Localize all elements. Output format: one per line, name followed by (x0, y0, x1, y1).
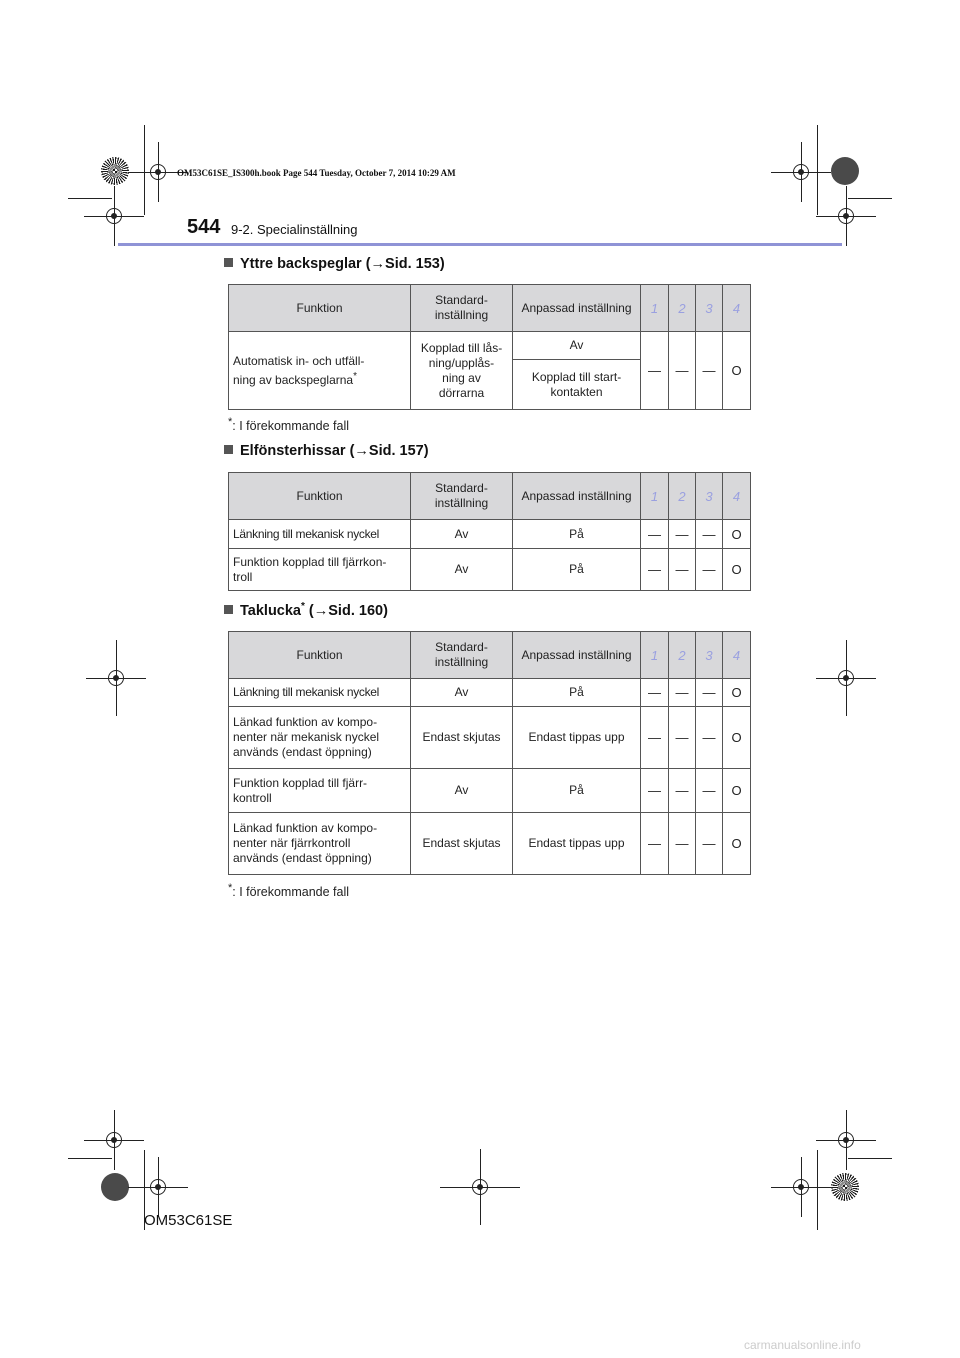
cell-mark-3: — (696, 520, 723, 549)
page-number: 544 (187, 216, 221, 238)
col-num-3: 3 (696, 632, 723, 679)
cell-standard: Kopplad till lås- ning/upplås- ning av dörrarna (411, 332, 513, 410)
cell-funktion: Länkning till mekanisk nyckel (229, 679, 411, 707)
cell-anpassad-option-2: Kopplad till start- kontakten (513, 360, 641, 410)
cell-mark-2: — (669, 549, 696, 591)
footnote-mirrors: *: I förekommande fall (228, 416, 349, 434)
cell-mark-4: O (723, 520, 751, 549)
section-heading-sunroof: Taklucka* (→Sid. 160) (224, 601, 388, 619)
cell-anpassad: På (513, 679, 641, 707)
cell-mark-3: — (696, 769, 723, 813)
cell-funktion: Länkning till mekanisk nyckel (229, 520, 411, 549)
cell-mark-4: O (723, 707, 751, 769)
cell-mark-2: — (669, 520, 696, 549)
watermark: carmanualsonline.info (744, 1338, 861, 1352)
cell-mark-2: — (669, 332, 696, 410)
cell-mark-4: O (723, 769, 751, 813)
bullet-square-icon (224, 605, 233, 614)
table-windows (228, 472, 751, 591)
table-header-row (229, 632, 751, 679)
cell-anpassad-option-1: Av (513, 332, 641, 360)
table-sunroof (228, 631, 751, 875)
col-num-4: 4 (723, 285, 751, 332)
cell-mark-1: — (641, 707, 669, 769)
cell-mark-4: O (723, 679, 751, 707)
footnote-sunroof: *: I förekommande fall (228, 882, 349, 900)
cell-mark-3: — (696, 813, 723, 875)
table-row (229, 679, 751, 707)
table-row (229, 769, 751, 813)
section-heading-mirrors: Yttre backspeglar (→Sid. 153) (224, 256, 445, 272)
cell-mark-3: — (696, 679, 723, 707)
table-row (229, 549, 751, 591)
section-title: 9-2. Specialinställning (231, 222, 358, 237)
col-funktion: Funktion (229, 285, 411, 332)
col-num-1: 1 (641, 632, 669, 679)
cell-standard: Endast skjutas (411, 707, 513, 769)
bullet-square-icon (224, 445, 233, 454)
col-num-1: 1 (641, 285, 669, 332)
cell-anpassad: Endast tippas upp (513, 813, 641, 875)
cell-funktion: Automatisk in- och utfäll- ning av backspeglarna* (229, 332, 411, 410)
cell-standard: Av (411, 679, 513, 707)
cell-mark-1: — (641, 549, 669, 591)
col-num-1: 1 (641, 473, 669, 520)
col-num-2: 2 (669, 285, 696, 332)
cell-standard: Av (411, 520, 513, 549)
cell-anpassad: Endast tippas upp (513, 707, 641, 769)
col-standard: Standard- inställning (411, 285, 513, 332)
cell-anpassad: På (513, 549, 641, 591)
cell-mark-2: — (669, 707, 696, 769)
header-rule (118, 243, 842, 246)
cell-mark-3: — (696, 549, 723, 591)
cell-funktion: Länkad funktion av kompo- nenter när mekanisk nyckel används (endast öppning) (229, 707, 411, 769)
model-code: OM53C61SE (144, 1212, 233, 1229)
col-num-2: 2 (669, 473, 696, 520)
cell-funktion: Funktion kopplad till fjärrkon- troll (229, 549, 411, 591)
table-row (229, 707, 751, 769)
col-anpassad: Anpassad inställning (513, 632, 641, 679)
cell-anpassad: På (513, 520, 641, 549)
col-funktion: Funktion (229, 632, 411, 679)
cell-mark-3: — (696, 332, 723, 410)
cell-funktion: Länkad funktion av kompo- nenter när fjärrkontroll används (endast öppning) (229, 813, 411, 875)
cell-mark-1: — (641, 332, 669, 410)
cell-mark-4: O (723, 332, 751, 410)
cell-mark-2: — (669, 813, 696, 875)
cell-anpassad: På (513, 769, 641, 813)
table-row (229, 332, 751, 360)
table-mirrors (228, 284, 751, 410)
cell-mark-1: — (641, 769, 669, 813)
cell-mark-2: — (669, 769, 696, 813)
bullet-square-icon (224, 258, 233, 267)
cell-standard: Av (411, 769, 513, 813)
col-num-3: 3 (696, 473, 723, 520)
cell-mark-4: O (723, 549, 751, 591)
cell-standard: Av (411, 549, 513, 591)
cell-mark-1: — (641, 813, 669, 875)
section-heading-windows: Elfönsterhissar (→Sid. 157) (224, 443, 429, 459)
table-header-row (229, 285, 751, 332)
table-header-row (229, 473, 751, 520)
col-anpassad: Anpassad inställning (513, 285, 641, 332)
col-num-4: 4 (723, 473, 751, 520)
cell-mark-2: — (669, 679, 696, 707)
cell-mark-4: O (723, 813, 751, 875)
col-anpassad: Anpassad inställning (513, 473, 641, 520)
cell-mark-3: — (696, 707, 723, 769)
table-row (229, 520, 751, 549)
col-standard: Standard- inställning (411, 632, 513, 679)
cell-mark-1: — (641, 520, 669, 549)
col-num-4: 4 (723, 632, 751, 679)
col-funktion: Funktion (229, 473, 411, 520)
cell-standard: Endast skjutas (411, 813, 513, 875)
cell-funktion: Funktion kopplad till fjärr- kontroll (229, 769, 411, 813)
col-standard: Standard- inställning (411, 473, 513, 520)
table-row (229, 813, 751, 875)
print-info: OM53C61SE_IS300h.book Page 544 Tuesday, October 7, 2014 10:29 AM (177, 168, 456, 178)
col-num-3: 3 (696, 285, 723, 332)
col-num-2: 2 (669, 632, 696, 679)
cell-mark-1: — (641, 679, 669, 707)
